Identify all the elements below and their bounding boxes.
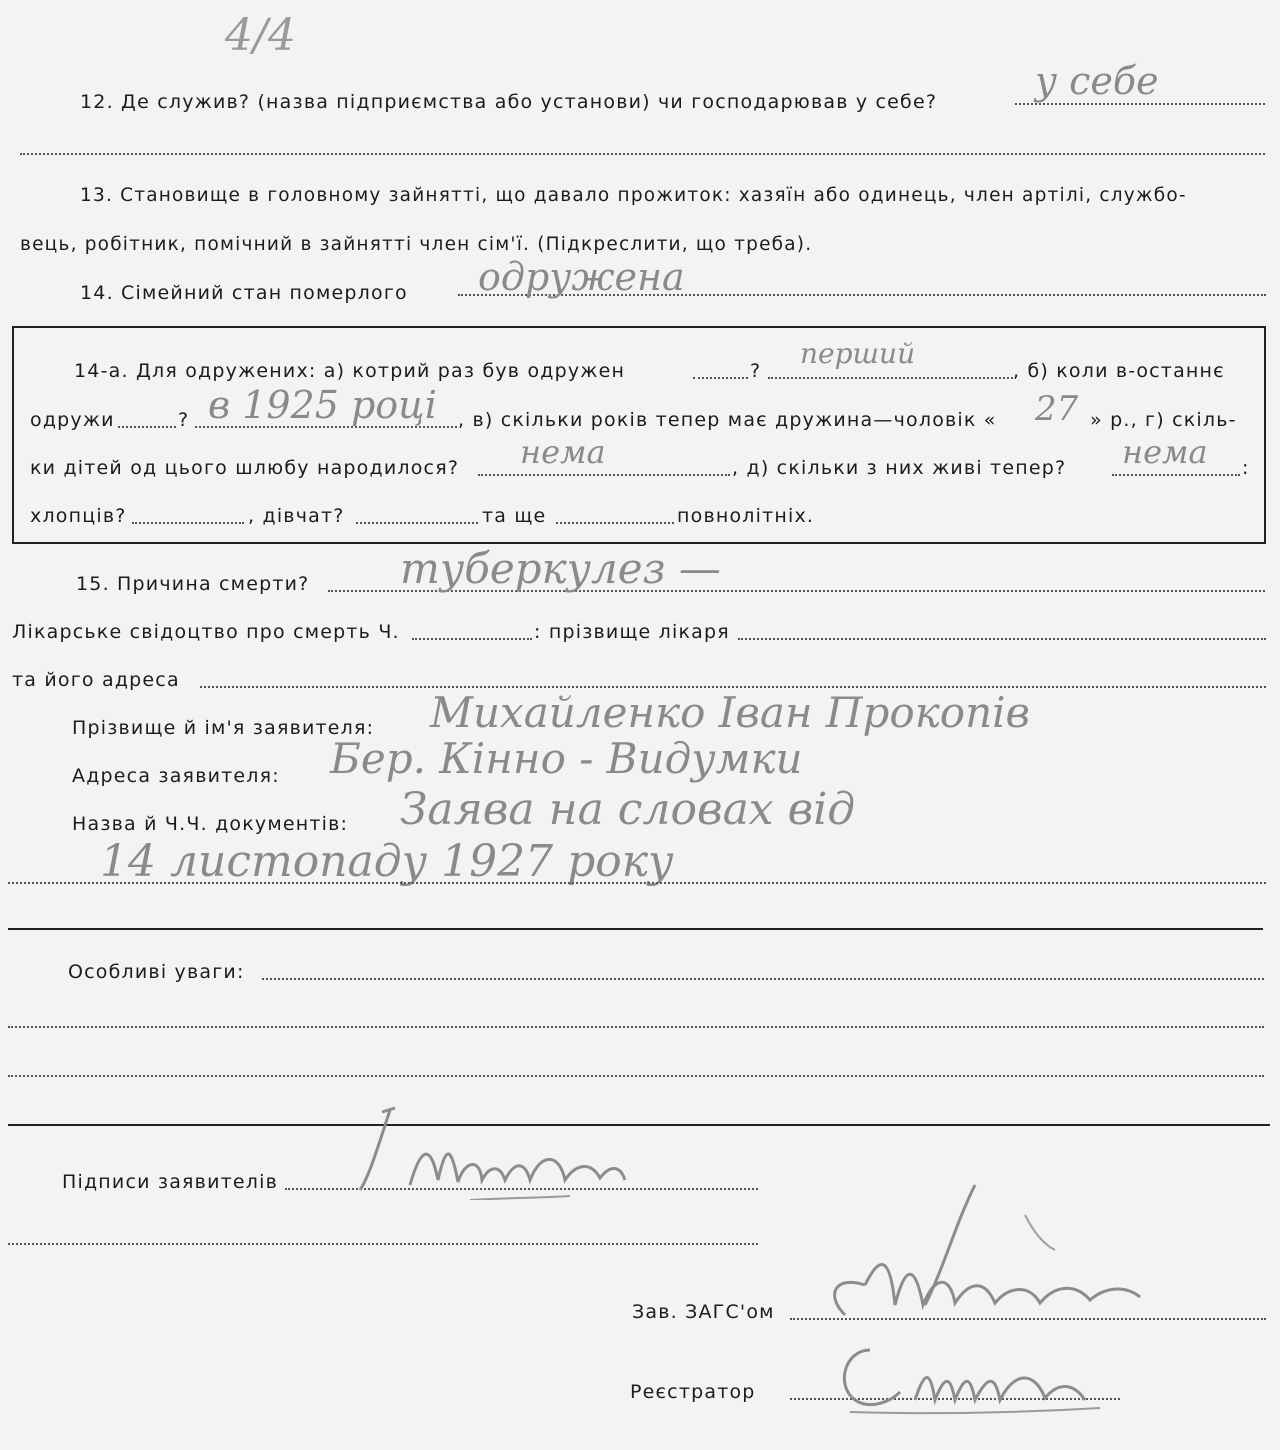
q14a-line1-fill-a [693, 377, 748, 379]
q14a-line1-text: 14-а. Для одружених: а) котрий раз був одружен [74, 360, 626, 382]
q14a-line3-fill-a [478, 474, 730, 476]
notes-fill-1 [262, 978, 1264, 980]
applicant-docs-label: Назва й Ч.Ч. документів: [72, 813, 349, 835]
q14a-line3-answer1: нема [520, 433, 606, 471]
q12-fill-line [1015, 103, 1265, 105]
q12-label: 12. Де служив? (назва підприємства або установи) чи господарював у себе? [80, 91, 938, 113]
signatures-fill-2 [8, 1243, 758, 1245]
signatures-label: Підписи заявителів [62, 1171, 279, 1193]
medical-label-b: : прізвище лікаря [534, 621, 730, 643]
q14a-line3-fill-b [1112, 474, 1240, 476]
applicant-name-value: Михайленко Іван Прокопів [430, 688, 1030, 737]
q14a-line4-fill-c [556, 522, 674, 524]
q14a-line2-fill-a [118, 426, 176, 428]
q14a-line3-colon: : [1242, 457, 1250, 479]
medical-number-fill [412, 638, 532, 640]
notes-fill-3 [8, 1075, 1264, 1077]
q13-line1: 13. Становище в головному зайнятті, що давало прожиток: хазяїн або одинець, член артілі, службо- [80, 185, 1187, 206]
q14a-line1-fill-b [768, 377, 1013, 379]
address-label: та його адреса [12, 669, 180, 691]
q14a-line4-adults: повнолітніх. [677, 505, 815, 527]
registrar-signature [820, 1330, 1120, 1420]
q14-answer: одружена [478, 255, 685, 299]
q14a-line2-tail: » р., г) скіль- [1090, 409, 1237, 431]
q14a-line2-text: одружи [30, 409, 115, 431]
q14a-line1-question: ? [750, 360, 762, 382]
q14a-line3-answer2: нема [1122, 433, 1208, 471]
registrar-label: Реєстратор [630, 1381, 756, 1403]
applicant-docs-value-1: Заява на словах від [400, 784, 856, 835]
applicant-signature [320, 1080, 660, 1200]
notes-label: Особливі уваги: [68, 961, 245, 983]
notes-fill-2 [8, 1026, 1264, 1028]
medical-label-a: Лікарське свідоцтво про смерть Ч. [12, 621, 400, 643]
q14a-line4-girls: , дівчат? [248, 505, 345, 527]
q14a-line4-fill-b [356, 522, 478, 524]
q14a-line1-answer: перший [800, 337, 916, 370]
q14a-line4-more: та ще [482, 505, 547, 527]
q14-label: 14. Сімейний стан померлого [80, 282, 408, 304]
applicant-docs-value-2: 14 листопаду 1927 року [100, 836, 674, 887]
q14a-line2-answer: в 1925 році [208, 383, 437, 427]
q14a-line4-fill-a [132, 522, 244, 524]
corner-mark: 4/4 [225, 10, 296, 61]
q14a-line2-question: ? [178, 409, 190, 431]
q14a-line4-boys: хлопців? [30, 505, 127, 527]
q14a-line3-middle: , д) скільки з них живі тепер? [732, 457, 1067, 479]
section-rule-1 [8, 928, 1263, 930]
q13-line2: вець, робітник, помічний в зайнятті член сім'ї. (Підкреслити, що треба). [20, 234, 813, 255]
q15-answer: туберкулез — [400, 544, 721, 593]
head-signature [805, 1175, 1165, 1325]
applicant-address-label: Адреса заявителя: [72, 765, 280, 787]
q14a-line2-age: 27 [1035, 389, 1079, 429]
q15-label: 15. Причина смерти? [76, 573, 310, 595]
docs-fill-line [8, 882, 1266, 884]
q12-answer: у себе [1035, 59, 1159, 103]
medical-doctor-fill [738, 638, 1266, 640]
q14a-line3-text: ки дітей од цього шлюбу народилося? [30, 457, 460, 479]
q12-fill-line-2 [20, 153, 1265, 155]
q14a-line2-middle: , в) скільки років тепер має дружина—чоловік « [458, 409, 997, 431]
q14a-line1-tail: , б) коли в-останнє [1013, 360, 1225, 382]
applicant-address-value: Бер. Кінно - Видумки [330, 734, 803, 783]
applicant-name-label: Прізвище й ім'я заявителя: [72, 717, 375, 739]
head-label: Зав. ЗАГС'ом [632, 1301, 775, 1323]
